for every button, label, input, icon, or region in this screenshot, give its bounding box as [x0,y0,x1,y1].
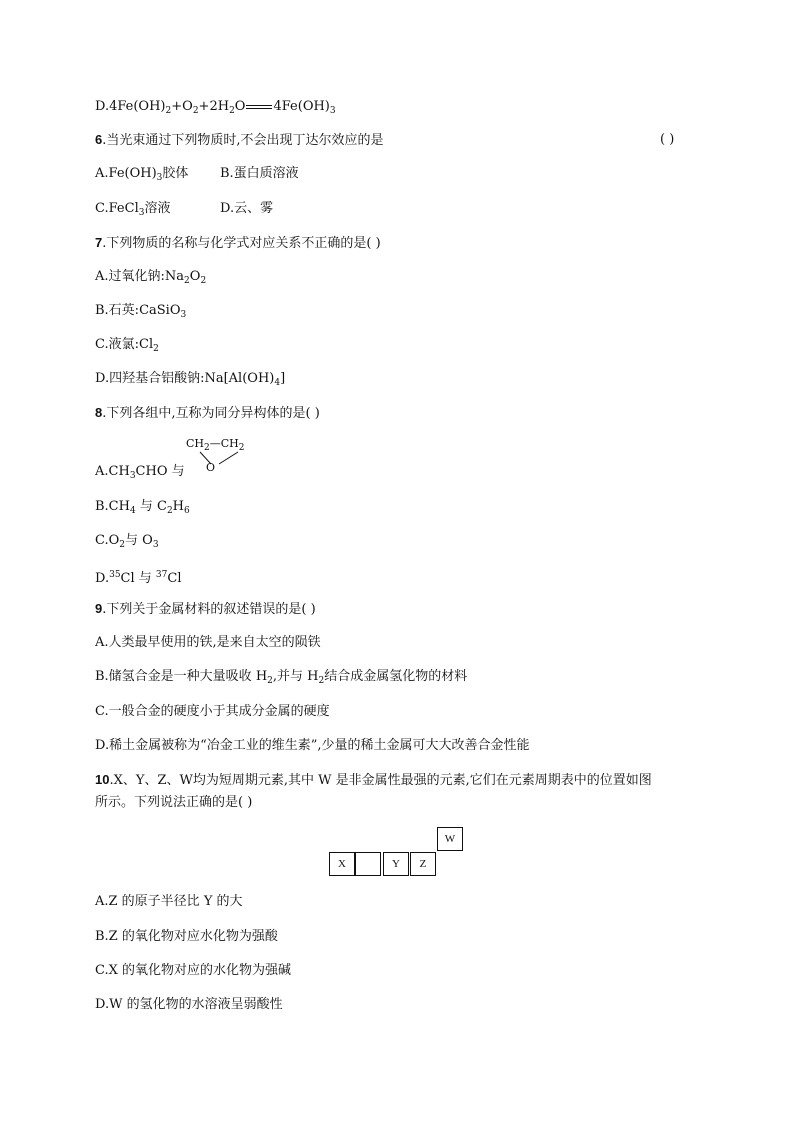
text: Cl 与 [120,571,156,586]
text: ] [280,371,286,386]
text: B.储氢合金是一种大量吸收 H [95,669,268,684]
q10-option-b: B.Z 的氧化物对应水化物为强酸 [95,929,278,944]
superscript: 35 [109,570,121,580]
subscript: 2 [153,344,159,354]
text: D. [95,571,110,586]
text: A.Fe(OH) [95,166,157,181]
text: D.四羟基合铝酸钠:Na[Al(OH) [95,371,275,386]
text: 与 O [125,533,153,548]
subscript: 2 [267,676,273,686]
cell-z: Z [410,852,436,876]
text: B.石英:CaSiO [95,303,181,318]
text: CHO 与 [135,464,185,479]
question-number: 7 [95,235,103,250]
text: O [189,269,201,284]
q9-option-c: C.一般合金的硬度小于其成分金属的硬度 [95,704,330,719]
text: C.FeCl [95,201,139,216]
text: CH [220,437,239,450]
subscript: 3 [156,173,163,183]
text: CH [186,437,205,450]
q10-option-d: D.W 的氢化物的水溶液呈弱酸性 [95,997,283,1012]
subscript: 3 [180,310,187,320]
text: 与 C [135,499,167,514]
text: B.CH [95,499,130,514]
text: ,并与 H [272,669,319,684]
subscript: 2 [200,276,207,286]
text: A.CH [95,464,130,479]
q8-stem [95,404,320,423]
text: 溶液 [144,201,171,216]
subscript: 4 [274,378,281,388]
subscript: 2 [166,506,173,516]
cell-x: X [329,852,355,876]
q6-option-b: B.蛋白质溶液 [220,166,299,181]
q9-option-b [95,668,467,690]
q6-stem [95,131,384,150]
subscript: 2 [318,676,325,686]
q7-stem [95,234,381,253]
question-text: .X、Y、Z、W均为短周期元素,其中 W 是非金属性最强的元素,它们在元素周期表中的位置如图 [109,773,652,788]
text: +O [171,99,193,114]
text: C.O [95,533,120,548]
bond-right [219,452,238,464]
q7-option-c [95,336,159,358]
subscript: 3 [329,106,336,116]
subscript: 2 [204,443,210,453]
q9-option-d: D.稀土金属被称为“冶金工业的维生素”,少量的稀土金属可大大改善合金性能 [95,738,530,753]
equals-sign [246,105,272,109]
ring-top-text [186,437,245,453]
bond: — [209,437,221,450]
cell-blank [355,852,381,876]
q8-option-c [95,532,159,554]
question-number: 6 [95,132,103,147]
q8-option-b [95,498,190,520]
text: 胶体 [162,166,189,181]
question-number: 10 [95,772,110,787]
q10-stem-line-1 [95,771,652,790]
q6-option-a [95,165,188,187]
q5-option-d [95,98,336,120]
q8-option-a [95,463,185,485]
q7-option-d [95,370,285,392]
question-number: 8 [95,405,103,420]
text: D.4Fe(OH) [95,99,166,114]
q9-stem [95,600,316,619]
question-text: .下列关于金属材料的叙述错误的是( ) [102,602,316,617]
subscript: 3 [152,540,159,550]
answer-paren: ( ) [660,132,675,147]
text: C.液氯:Cl [95,337,154,352]
q10-option-a: A.Z 的原子半径比 Y 的大 [95,894,243,909]
q7-option-b [95,302,186,324]
subscript: 3 [129,471,136,481]
q9-option-a: A.人类最早使用的铁,是来自太空的陨铁 [95,635,321,650]
subscript: 6 [184,506,190,516]
q8-option-d [95,566,181,588]
text: A.过氧化钠:Na [95,269,185,284]
cell-w: W [437,827,463,851]
question-text: .下列物质的名称与化学式对应关系不正确的是( ) [102,236,381,251]
subscript: 2 [238,443,245,453]
text: O [234,99,246,114]
text: +2H [198,99,230,114]
subscript: 2 [192,106,199,116]
text: 4Fe(OH) [273,99,330,114]
q6-option-d: D.云、雾 [220,201,274,216]
subscript: 2 [184,276,190,286]
text: H [172,499,185,514]
text: Cl [167,571,182,586]
question-text: .下列各组中,互称为同分异构体的是( ) [102,406,320,421]
ring-oxygen: O [206,461,216,474]
cell-y: Y [383,852,409,876]
subscript: 4 [129,506,136,516]
subscript: 2 [229,106,235,116]
subscript: 2 [165,106,172,116]
superscript: 37 [155,570,168,580]
ethylene-oxide-structure [186,437,266,479]
subscript: 2 [119,540,126,550]
question-text: .当光束通过下列物质时,不会出现丁达尔效应的是 [102,133,384,148]
text: 结合成金属氢化物的材料 [324,669,468,684]
q10-option-c: C.X 的氧化物对应的水化物为强碱 [95,963,292,978]
q6-option-c [95,200,170,222]
subscript: 3 [138,208,145,218]
question-number: 9 [95,601,103,616]
q7-option-a [95,268,206,290]
q10-stem-line-2: 所示。下列说法正确的是( ) [95,795,253,810]
